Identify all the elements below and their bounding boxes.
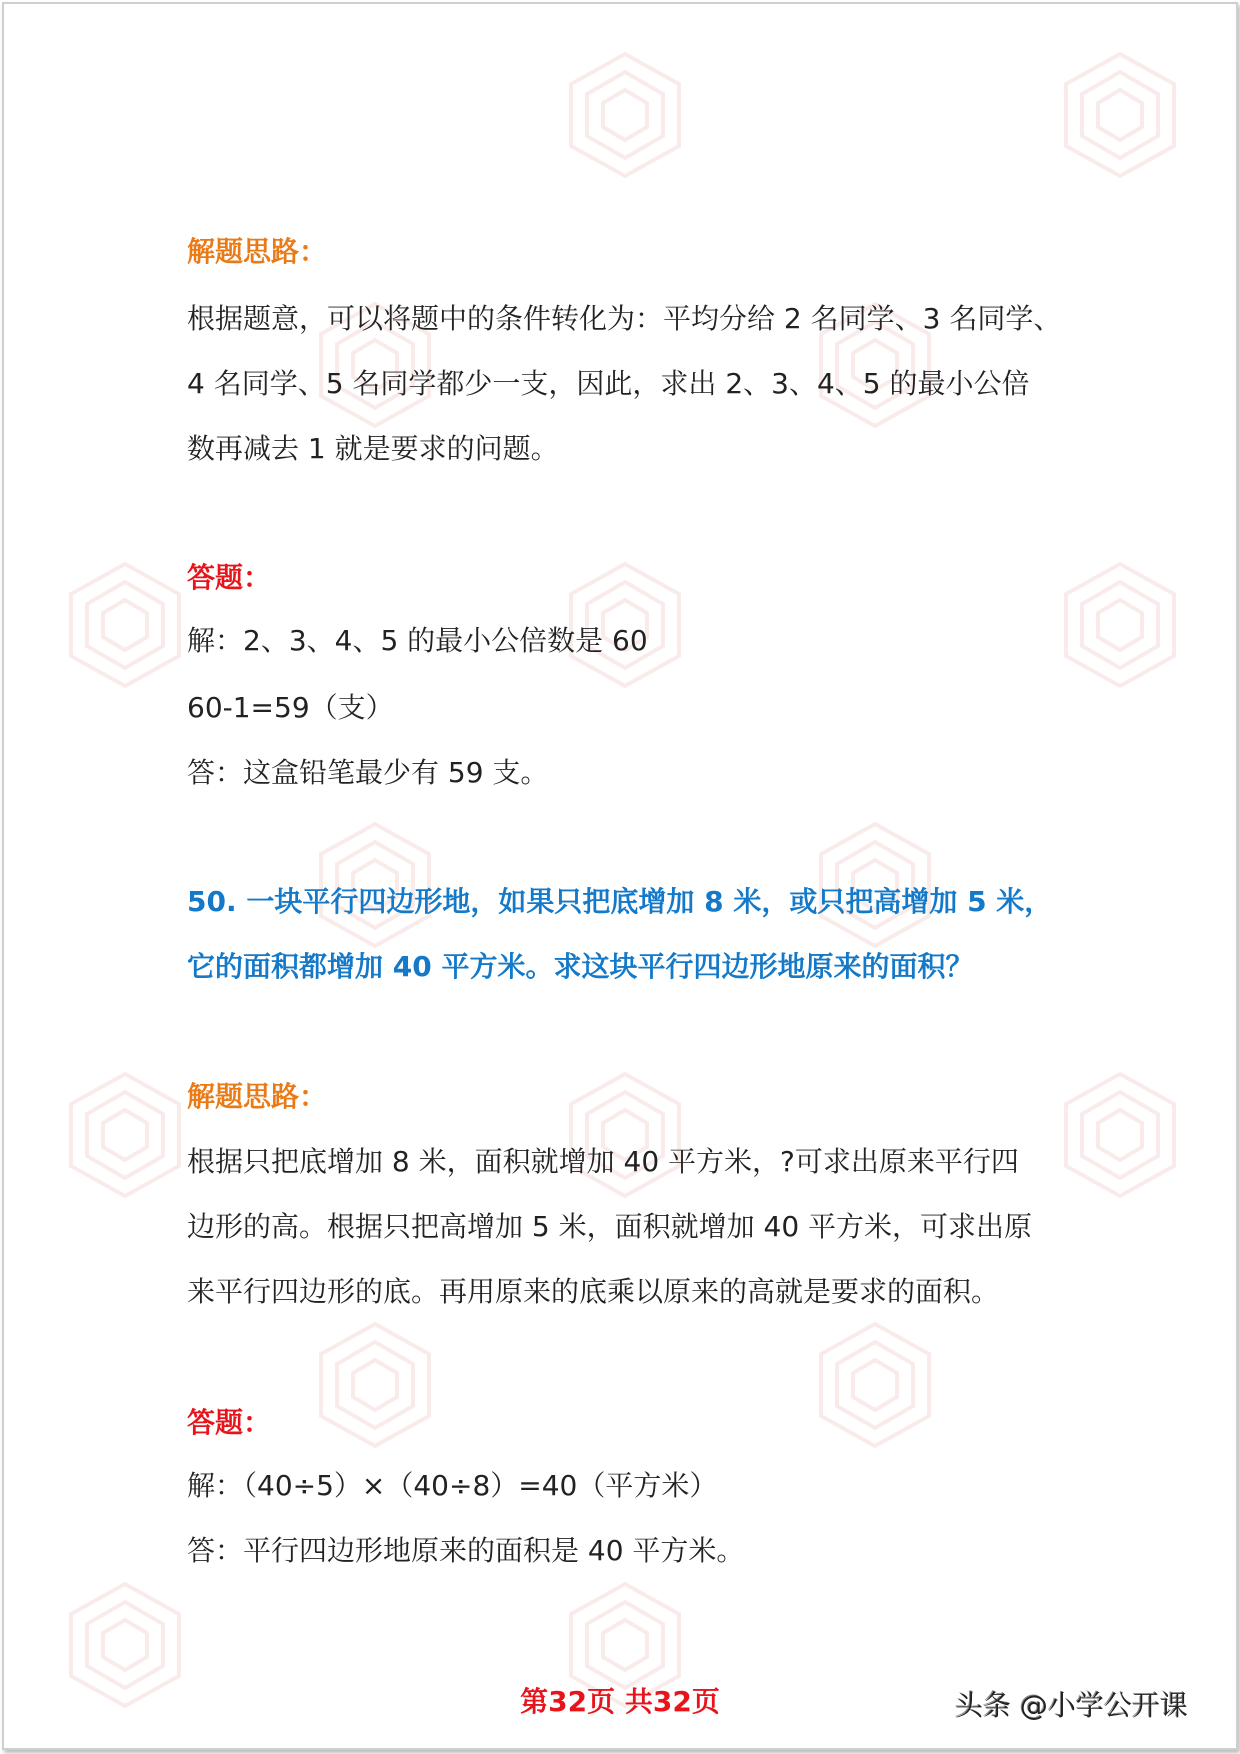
page-indicator: 第32页 共32页	[520, 1685, 720, 1718]
question-50-line: 50. 一块平行四边形地，如果只把底增加 8 米，或只把高增加 5 米，	[187, 885, 1053, 918]
answer-heading-1: 答题：	[187, 561, 272, 594]
answer-line: 解：（40÷5）×（40÷8）=40（平方米）	[187, 1469, 718, 1502]
thinking-heading-1: 解题思路：	[187, 235, 328, 268]
question-50-line: 它的面积都增加 40 平方米。求这块平行四边形地原来的面积？	[187, 950, 974, 983]
thinking-heading-2: 解题思路：	[187, 1080, 328, 1113]
thinking-line: 边形的高。根据只把高增加 5 米，面积就增加 40 平方米，可求出原	[187, 1210, 1033, 1243]
watermark-hexagon-icon	[565, 50, 685, 180]
thinking-line: 根据题意，可以将题中的条件转化为：平均分给 2 名同学、3 名同学、	[187, 302, 1062, 335]
answer-line: 60-1=59（支）	[187, 691, 394, 724]
brand-watermark: 头条 @小学公开课	[955, 1689, 1188, 1722]
watermark-hexagon-icon	[65, 560, 185, 690]
answer-heading-2: 答题：	[187, 1406, 272, 1439]
thinking-line: 数再减去 1 就是要求的问题。	[187, 432, 559, 465]
thinking-line: 来平行四边形的底。再用原来的底乘以原来的高就是要求的面积。	[187, 1275, 1000, 1308]
watermark-hexagon-icon	[1060, 560, 1180, 690]
answer-line: 解：2、3、4、5 的最小公倍数是 60	[187, 624, 648, 657]
watermark-hexagon-icon	[1060, 1070, 1180, 1200]
answer-line: 答：这盒铅笔最少有 59 支。	[187, 756, 549, 789]
watermark-hexagon-icon	[315, 1320, 435, 1450]
watermark-hexagon-icon	[65, 1070, 185, 1200]
watermark-hexagon-icon	[1060, 50, 1180, 180]
thinking-line: 根据只把底增加 8 米，面积就增加 40 平方米，?可求出原来平行四	[187, 1145, 1019, 1178]
answer-line: 答：平行四边形地原来的面积是 40 平方米。	[187, 1534, 745, 1567]
thinking-line: 4 名同学、5 名同学都少一支，因此，求出 2、3、4、5 的最小公倍	[187, 367, 1030, 400]
watermark-hexagon-icon	[815, 1320, 935, 1450]
watermark-hexagon-icon	[565, 1070, 685, 1200]
